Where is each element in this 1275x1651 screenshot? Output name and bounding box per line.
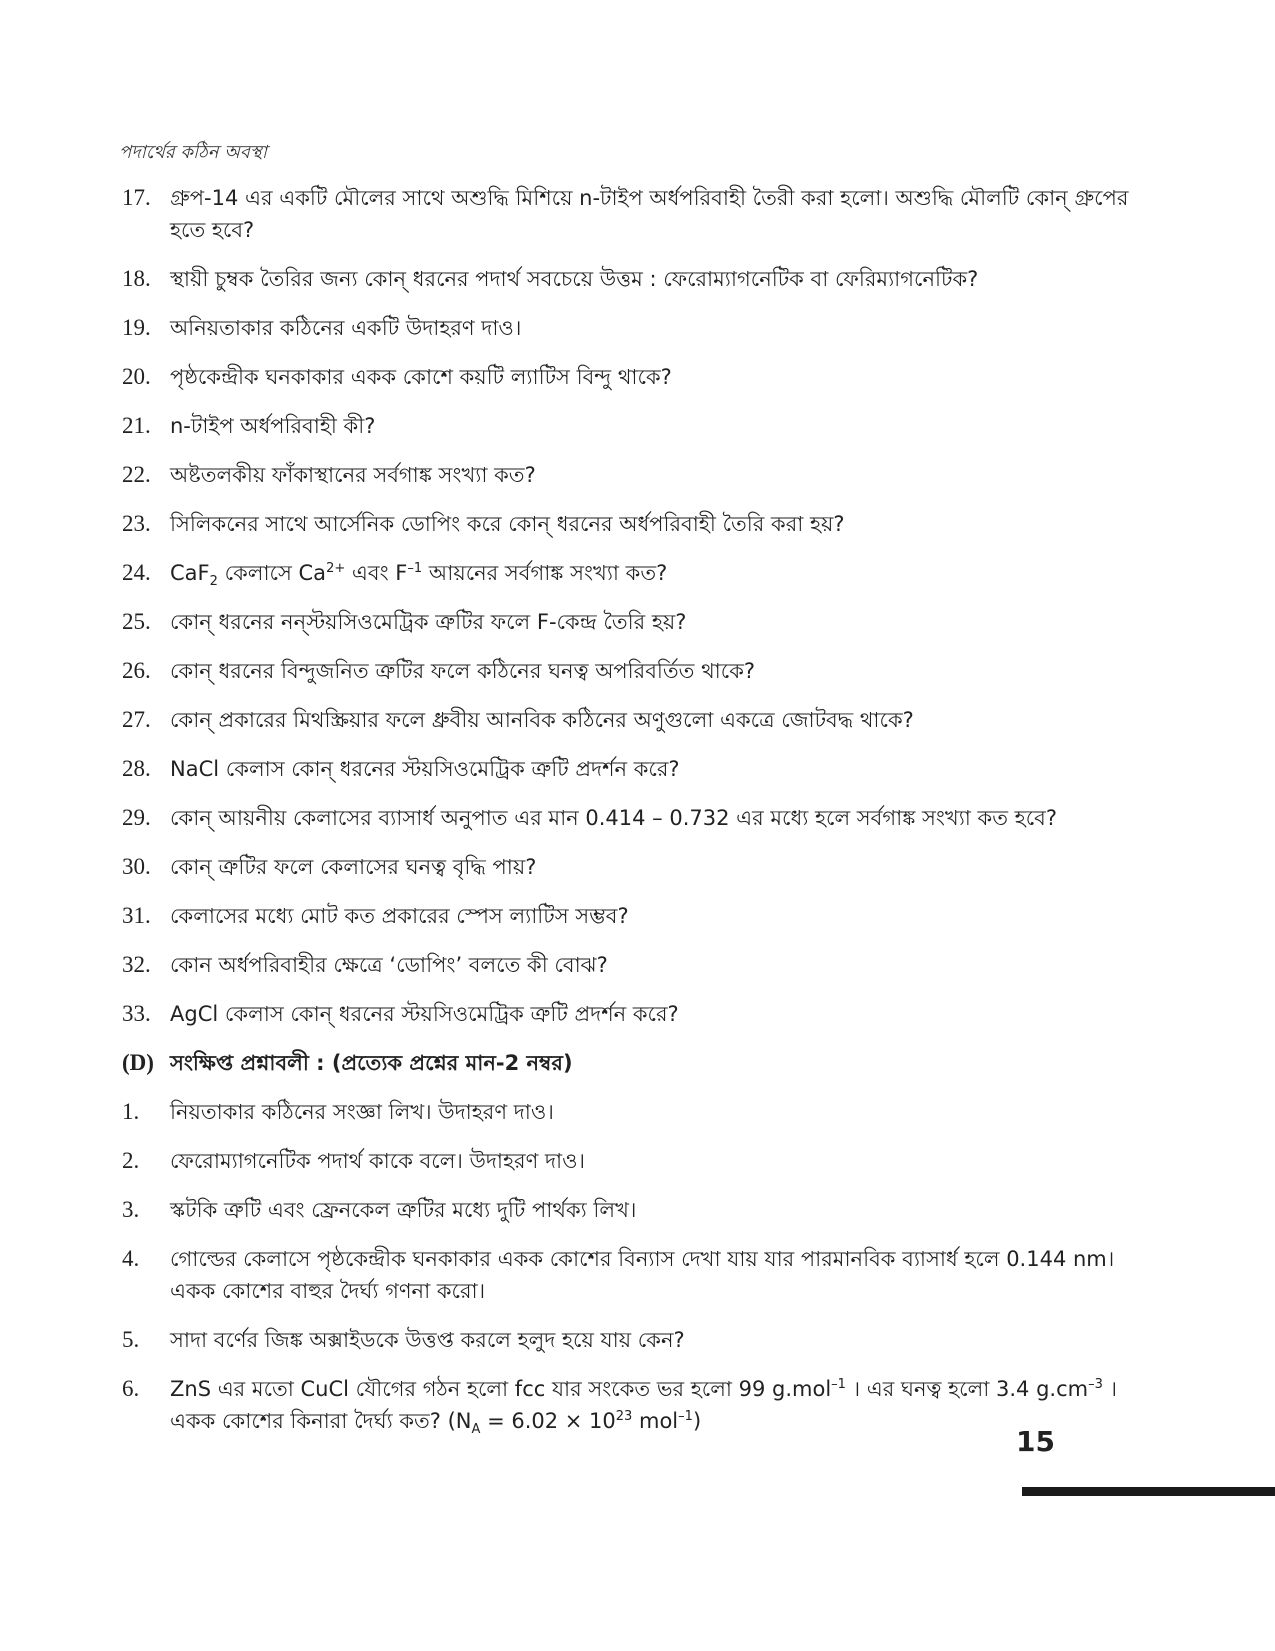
question-text: AgCl কেলাস কোন্ ধরনের স্টয়সিওমেট্রিক ত্রুটি প্রদর্শন করে? [170, 1002, 679, 1026]
question-item [122, 410, 1162, 442]
superscript: 2+ [326, 561, 346, 576]
question-list [122, 182, 1162, 1454]
question-item [122, 263, 1162, 295]
question-number: 17. [122, 185, 151, 210]
page-number: 15 [1016, 1425, 1055, 1458]
question-text: n-টাইপ অর্ধপরিবাহী কী? [170, 414, 376, 438]
question-item [122, 459, 1162, 491]
question-number: 4. [122, 1246, 140, 1271]
question-text: কোন্ ধরনের বিন্দুজনিত ত্রুটির ফলে কঠিনের ঘনত্ব অপরিবর্তিত থাকে? [170, 659, 756, 683]
question-number: 20. [122, 364, 151, 389]
question-number: 24. [122, 560, 151, 585]
superscript: 23 [615, 1409, 633, 1424]
question-item [122, 1373, 1162, 1437]
question-number: 23. [122, 511, 151, 536]
question-item [122, 1096, 1162, 1128]
text-segment: । একক কোশের কিনারা দৈর্ঘ্য কত? (N [170, 1377, 1118, 1433]
question-item [122, 704, 1162, 736]
question-item [122, 1243, 1162, 1307]
question-text [170, 557, 1162, 589]
question-number: 30. [122, 854, 151, 879]
question-text [170, 1373, 1162, 1437]
question-text: ফেরোম্যাগনেটিক পদার্থ কাকে বলে। উদাহরণ দাও। [170, 1149, 586, 1173]
section-title: সংক্ষিপ্ত প্রশ্নাবলী : (প্রত্যেক প্রশ্নের মান-2 নম্বর) [170, 1051, 573, 1075]
question-item [122, 182, 1162, 246]
question-number: 27. [122, 707, 151, 732]
text-segment: ZnS এর মতো CuCl যৌগের গঠন হলো fcc যার সংকেত ভর হলো 99 g.mol [170, 1377, 832, 1401]
question-text: অনিয়তাকার কঠিনের একটি উদাহরণ দাও। [170, 316, 522, 340]
superscript: –1 [678, 1409, 693, 1424]
superscript: –1 [831, 1377, 846, 1392]
question-number: 19. [122, 315, 151, 340]
question-number: 18. [122, 266, 151, 291]
question-number: 1. [122, 1099, 140, 1124]
question-text: সিলিকনের সাথে আর্সেনিক ডোপিং করে কোন্ ধরনের অর্ধপরিবাহী তৈরি করা হয়? [170, 512, 845, 536]
question-number: 25. [122, 609, 151, 634]
question-number: 33. [122, 1001, 151, 1026]
formula-text: CaF [170, 561, 210, 585]
text-segment: কেলাসে Ca [217, 561, 327, 585]
question-text: NaCl কেলাস কোন্ ধরনের স্টয়সিওমেট্রিক ত্রুটি প্রদর্শন করে? [170, 757, 680, 781]
question-text: কোন অর্ধপরিবাহীর ক্ষেত্রে ‘ডোপিং’ বলতে কী বোঝ? [170, 953, 608, 977]
question-text: নিয়তাকার কঠিনের সংজ্ঞা লিখ। উদাহরণ দাও। [170, 1100, 554, 1124]
section-heading [122, 1047, 1162, 1079]
question-text: পৃষ্ঠকেন্দ্রীক ঘনকাকার একক কোশে কয়টি ল্যাটিস বিন্দু থাকে? [170, 365, 672, 389]
running-header: পদার্থের কঠিন অবস্থা [119, 142, 267, 163]
question-item [122, 361, 1162, 393]
text-segment: আয়নের সর্বগাঙ্ক সংখ্যা কত? [422, 561, 668, 585]
footer-bar [1022, 1487, 1275, 1496]
question-text: গোল্ডের কেলাসে পৃষ্ঠকেন্দ্রীক ঘনকাকার একক কোশের বিন্যাস দেখা যায় যার পারমানবিক ব্যাসার্ধ হলে 0.144 nm। একক কোশের বাহুর দৈর্ঘ্য গণনা করো। [170, 1247, 1115, 1303]
question-text: কেলাসের মধ্যে মোট কত প্রকারের স্পেস ল্যাটিস সম্ভব? [170, 904, 629, 928]
question-item [122, 851, 1162, 883]
question-number: 29. [122, 805, 151, 830]
question-number: 3. [122, 1197, 140, 1222]
question-number: 22. [122, 462, 151, 487]
question-text: কোন্ ত্রুটির ফলে কেলাসের ঘনত্ব বৃদ্ধি পায়? [170, 855, 537, 879]
question-text: সাদা বর্ণের জিঙ্ক অক্সাইডকে উত্তপ্ত করলে হলুদ হয়ে যায় কেন? [170, 1328, 685, 1352]
question-text: গ্রুপ-14 এর একটি মৌলের সাথে অশুদ্ধি মিশিয়ে n-টাইপ অর্ধপরিবাহী তৈরী করা হলো। অশুদ্ধি মৌলটি কোন্ গ্রুপের হতে হবে? [170, 186, 1129, 242]
superscript: –1 [407, 561, 423, 576]
text-segment: = 6.02 × 10 [480, 1409, 616, 1433]
question-item [122, 753, 1162, 785]
text-segment: mol [632, 1409, 679, 1433]
question-number: 31. [122, 903, 151, 928]
question-number: 28. [122, 756, 151, 781]
subscript: A [471, 1422, 481, 1438]
question-item [122, 900, 1162, 932]
text-segment: । এর ঘনত্ব হলো 3.4 g.cm [845, 1377, 1089, 1401]
question-item [122, 557, 1162, 589]
text-segment: এবং F [345, 561, 408, 585]
question-item [122, 949, 1162, 981]
question-number: 32. [122, 952, 151, 977]
question-item [122, 802, 1162, 834]
text-segment: ) [692, 1409, 702, 1433]
question-item [122, 1324, 1162, 1356]
question-text: স্কটকি ত্রুটি এবং ফ্রেনকেল ত্রুটির মধ্যে দুটি পার্থক্য লিখ। [170, 1198, 637, 1222]
question-number: 5. [122, 1327, 140, 1352]
question-item [122, 655, 1162, 687]
question-item [122, 998, 1162, 1030]
question-number: 21. [122, 413, 151, 438]
superscript: –3 [1088, 1377, 1103, 1392]
question-text: কোন্ প্রকারের মিথস্ক্রিয়ার ফলে ধ্রুবীয় আনবিক কঠিনের অণুগুলো একত্রে জোটবদ্ধ থাকে? [170, 708, 914, 732]
subscript: 2 [209, 574, 218, 590]
question-item [122, 508, 1162, 540]
question-item [122, 1194, 1162, 1226]
question-item [122, 1145, 1162, 1177]
question-item [122, 312, 1162, 344]
question-text: অষ্টতলকীয় ফাঁকাস্থানের সর্বগাঙ্ক সংখ্যা কত? [170, 463, 536, 487]
question-text: স্থায়ী চুম্বক তৈরির জন্য কোন্ ধরনের পদার্থ সবচেয়ে উত্তম : ফেরোম্যাগনেটিক বা ফেরিম্যাগনেটিক? [170, 267, 979, 291]
question-text: কোন্ ধরনের নন্‌স্টয়সিওমেট্রিক ত্রুটির ফলে F-কেন্দ্র তৈরি হয়? [170, 610, 687, 634]
question-text: কোন্ আয়নীয় কেলাসের ব্যাসার্ধ অনুপাত এর মান 0.414 – 0.732 এর মধ্যে হলে সর্বগাঙ্ক সংখ্যা কত হবে? [170, 806, 1057, 830]
question-number: 6. [122, 1376, 140, 1401]
question-number: 2. [122, 1148, 140, 1173]
question-item [122, 606, 1162, 638]
question-number: 26. [122, 658, 151, 683]
section-label: (D) [122, 1050, 154, 1075]
